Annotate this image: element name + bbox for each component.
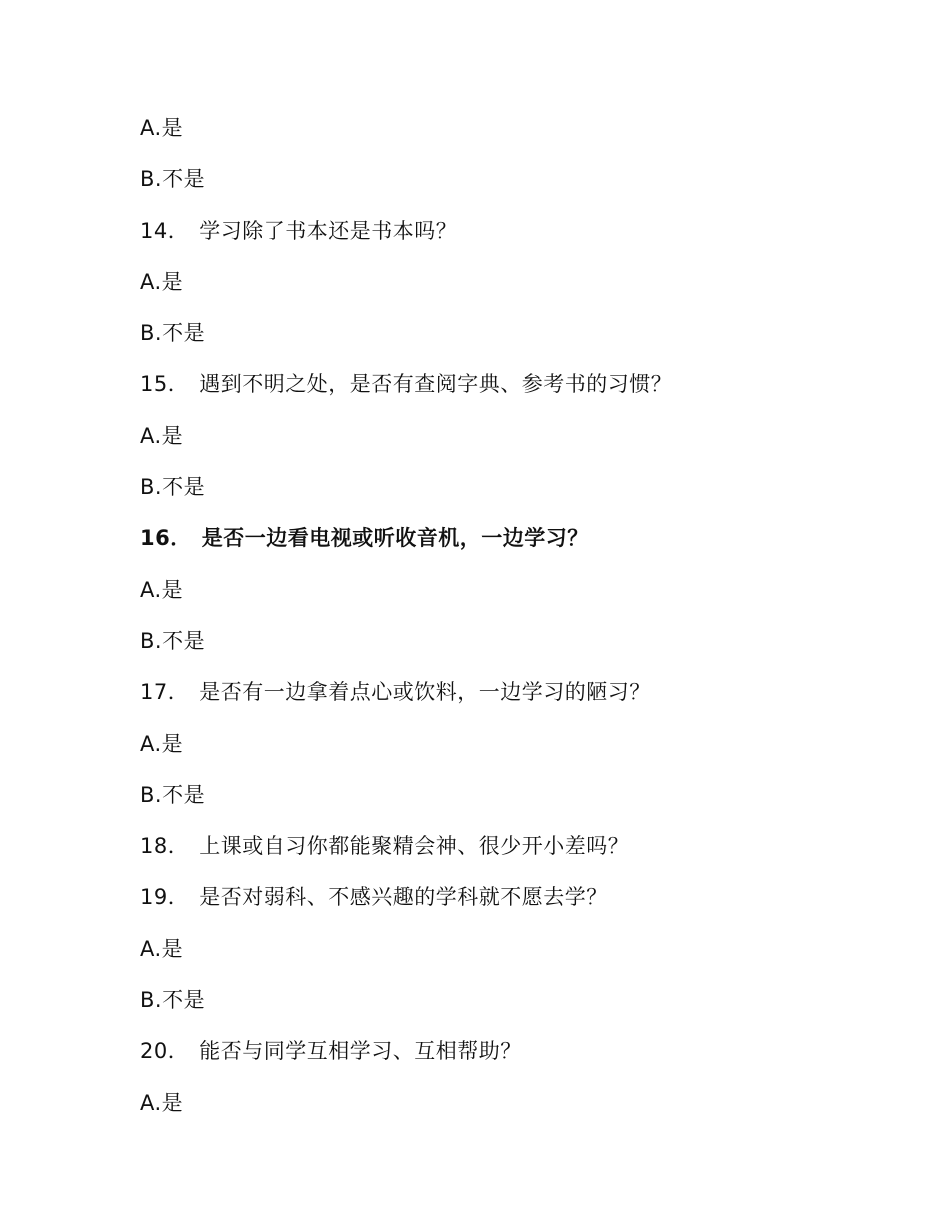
question-line: [140, 674, 840, 725]
questionnaire-content: [140, 110, 840, 1136]
answer-option: A.是: [140, 423, 184, 448]
answer-option: B.不是: [140, 988, 206, 1013]
question-line: [140, 879, 840, 930]
question-number: 14．: [140, 218, 190, 243]
answer-option: A.是: [140, 936, 184, 961]
question-text: 是否对弱科、不感兴趣的学科就不愿去学？: [199, 885, 608, 910]
answer-option: A.是: [140, 577, 184, 602]
question-number: 16．: [140, 526, 192, 551]
question-text: 是否一边看电视或听收音机，一边学习？: [201, 526, 589, 551]
answer-option: B.不是: [140, 475, 206, 500]
answer-option: A.是: [140, 731, 184, 756]
question-text: 上课或自习你都能聚精会神、很少开小差吗？: [199, 834, 630, 859]
answer-option: B.不是: [140, 321, 206, 346]
question-line: [140, 1033, 840, 1084]
answer-option: A.是: [140, 1090, 184, 1115]
answer-option: A.是: [140, 116, 184, 140]
question-text: 能否与同学互相学习、互相帮助？: [199, 1039, 522, 1064]
question-line: [140, 213, 840, 264]
question-number: 15．: [140, 372, 190, 397]
question-text: 遇到不明之处，是否有查阅字典、参考书的习惯？: [199, 372, 673, 397]
question-line: [140, 520, 840, 571]
question-text: 学习除了书本还是书本吗？: [199, 218, 458, 243]
question-line: [140, 366, 840, 417]
answer-option: B.不是: [140, 782, 206, 807]
answer-option: A.是: [140, 269, 184, 294]
question-number: 20．: [140, 1039, 190, 1064]
question-number: 19．: [140, 885, 190, 910]
question-text: 是否有一边拿着点心或饮料，一边学习的陋习？: [199, 680, 651, 705]
question-number: 17．: [140, 680, 190, 705]
question-number: 18．: [140, 834, 190, 859]
answer-option: B.不是: [140, 628, 206, 653]
answer-option: B.不是: [140, 167, 206, 192]
question-line: [140, 828, 840, 879]
